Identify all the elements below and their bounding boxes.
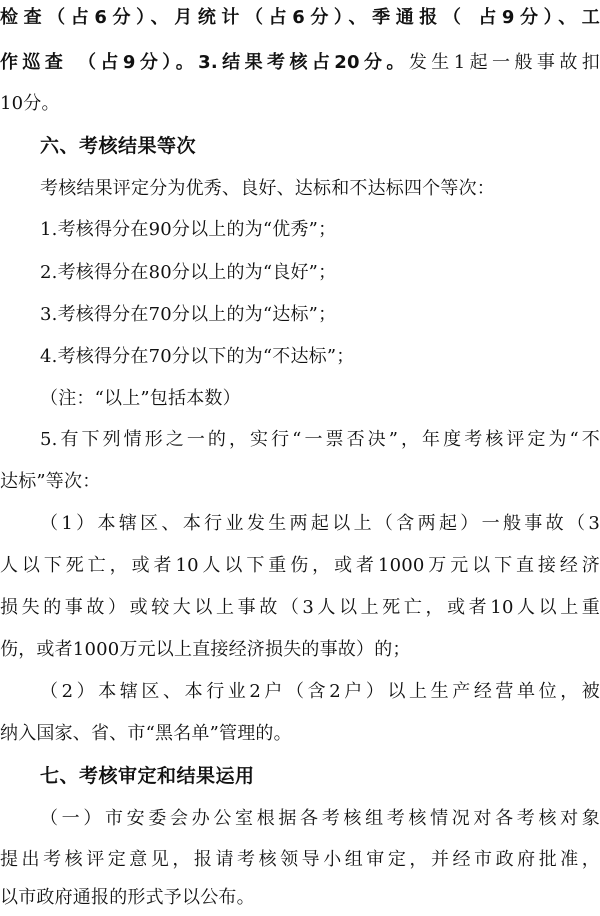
paragraph-line-end [0,716,600,752]
text-segment: 发生1起一般事故扣 [408,52,600,73]
text-segment: 纳入国家、省、市“黑名单”管理的。 [0,723,292,744]
list-item [0,506,600,542]
text-segment: 3.考核得分在70分以上的为“达标”； [40,304,337,325]
text-segment: 考核结果评定分为优秀、良好、达标和不达标四个等次： [40,178,495,199]
paragraph-line-end [0,464,600,500]
list-item [0,212,600,248]
paragraph-line-continuation [0,842,600,878]
list-item [0,339,600,375]
paragraph-line-continuation [0,0,600,36]
list-item [0,422,600,458]
paragraph-line-continuation [0,590,600,626]
paragraph-line-end [0,880,600,916]
text-segment: （2）本辖区、本行业2户（含2户）以上生产经营单位，被 [40,681,600,702]
paragraph-line [0,801,600,837]
text-segment: 1.考核得分在90分以上的为“优秀”； [40,219,337,240]
heading-text: 七、考核审定和结果运用 [40,765,255,787]
text-segment: 人以下死亡，或者10人以下重伤，或者1000万元以下直接经济 [0,555,600,576]
text-segment: 损失的事故）或较大以上事故（3人以上死亡，或者10人以上重 [0,597,600,618]
text-segment: 5.有下列情形之一的，实行“一票否决”，年度考核评定为“不 [40,429,600,450]
text-segment: 伤，或者1000万元以上直接经济损失的事故）的； [0,639,411,660]
text-segment: 2.考核得分在80分以上的为“良好”； [40,262,337,283]
paragraph-line-continuation [0,45,600,81]
text-segment: 4.考核得分在70分以下的为“不达标”； [40,346,355,367]
list-item [0,674,600,710]
section-heading [0,128,600,164]
paragraph-line-continuation [0,548,600,584]
paragraph-line [0,171,600,207]
list-item [0,255,600,291]
text-segment: 提出考核评定意见，报请考核领导小组审定，并经市政府批准， [0,849,600,870]
list-item [0,297,600,333]
text-segment: （注：“以上”包括本数） [40,388,241,409]
text-segment: 10分。 [0,93,60,114]
text-segment: （1）本辖区、本行业发生两起以上（含两起）一般事故（3 [40,513,600,534]
paragraph-line-end [0,86,600,122]
section-heading [0,758,600,794]
text-segment: 达标”等次： [0,471,101,492]
note-line [0,381,600,417]
heading-text: 六、考核结果等次 [40,135,197,157]
paragraph-line-end [0,632,600,668]
text-segment: （一）市安委会办公室根据各考核组考核情况对各考核对象 [40,808,600,829]
text-segment: 以市政府通报的形式予以公布。 [0,887,255,908]
text-segment: 作巡查 （占9分）。 [0,52,199,73]
text-segment: 3.结果考核占20分。 [198,52,409,73]
text-segment: 检查（占6分）、月统计（占6分）、季通报（ 占9分）、工 [0,7,600,28]
